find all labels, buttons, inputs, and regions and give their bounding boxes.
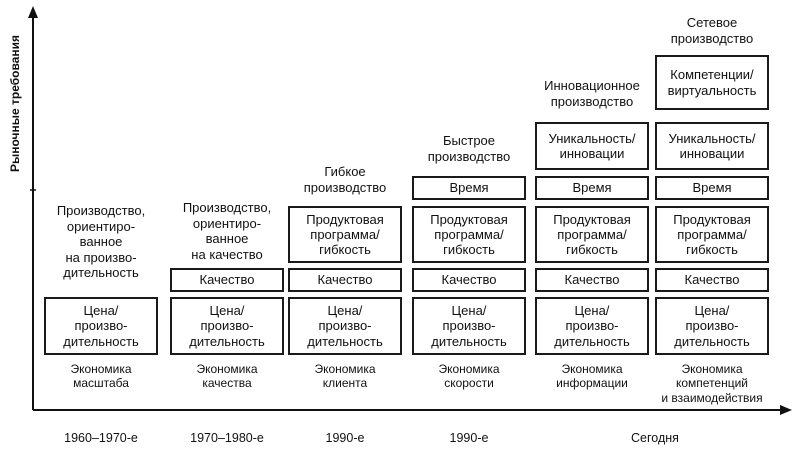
requirement-box: Цена/ произво- дительность bbox=[288, 297, 402, 355]
requirement-box: Качество bbox=[412, 268, 526, 292]
requirement-box: Качество bbox=[535, 268, 649, 292]
column-header: Гибкое производство bbox=[303, 164, 387, 195]
requirement-box: Уникальность/ инновации bbox=[655, 122, 769, 170]
economy-label: Экономика скорости bbox=[438, 362, 500, 391]
economy-label: Экономика компетенций и взаимодействия bbox=[661, 362, 763, 405]
column-header: Инновационное производство bbox=[544, 78, 640, 109]
requirement-box: Цена/ произво- дительность bbox=[535, 297, 649, 355]
column-header: Сетевое производство bbox=[670, 15, 754, 46]
economy-label: Экономика качества bbox=[196, 362, 258, 391]
column-header: Производство, ориентиро- ванное на качество bbox=[182, 200, 272, 262]
requirement-box: Продуктовая программа/ гибкость bbox=[655, 206, 769, 263]
column-header: Быстрое производство bbox=[427, 133, 511, 164]
period-label: 1990-е bbox=[449, 431, 489, 445]
economy-label: Экономика масштаба bbox=[70, 362, 132, 391]
requirement-box: Продуктовая программа/ гибкость bbox=[288, 206, 402, 263]
economy-label: Экономика информации bbox=[556, 362, 628, 391]
requirement-box: Компетенции/ виртуальность bbox=[655, 55, 769, 110]
period-label: 1960–1970-е bbox=[64, 431, 138, 445]
requirement-box: Продуктовая программа/ гибкость bbox=[412, 206, 526, 263]
requirement-box: Цена/ произво- дительность bbox=[655, 297, 769, 355]
period-label: 1970–1980-е bbox=[190, 431, 264, 445]
column-header: Производство, ориентиро- ванное на произво- дительность bbox=[56, 203, 146, 281]
requirement-box: Время bbox=[655, 176, 769, 200]
period-label-today: Сегодня bbox=[631, 431, 679, 445]
period-label: 1990-е bbox=[325, 431, 365, 445]
requirement-box: Время bbox=[412, 176, 526, 200]
requirement-box: Уникальность/ инновации bbox=[535, 122, 649, 170]
requirement-box: Качество bbox=[288, 268, 402, 292]
requirement-box: Цена/ произво- дительность bbox=[412, 297, 526, 355]
y-axis-label: Рыночные требования bbox=[8, 35, 22, 172]
requirement-box: Качество bbox=[170, 268, 284, 292]
economy-label: Экономика клиента bbox=[314, 362, 376, 391]
requirement-box: Продуктовая программа/ гибкость bbox=[535, 206, 649, 263]
requirement-box: Цена/ произво- дительность bbox=[170, 297, 284, 355]
requirement-box: Время bbox=[535, 176, 649, 200]
requirement-box: Цена/ произво- дительность bbox=[44, 297, 158, 355]
requirement-box: Качество bbox=[655, 268, 769, 292]
